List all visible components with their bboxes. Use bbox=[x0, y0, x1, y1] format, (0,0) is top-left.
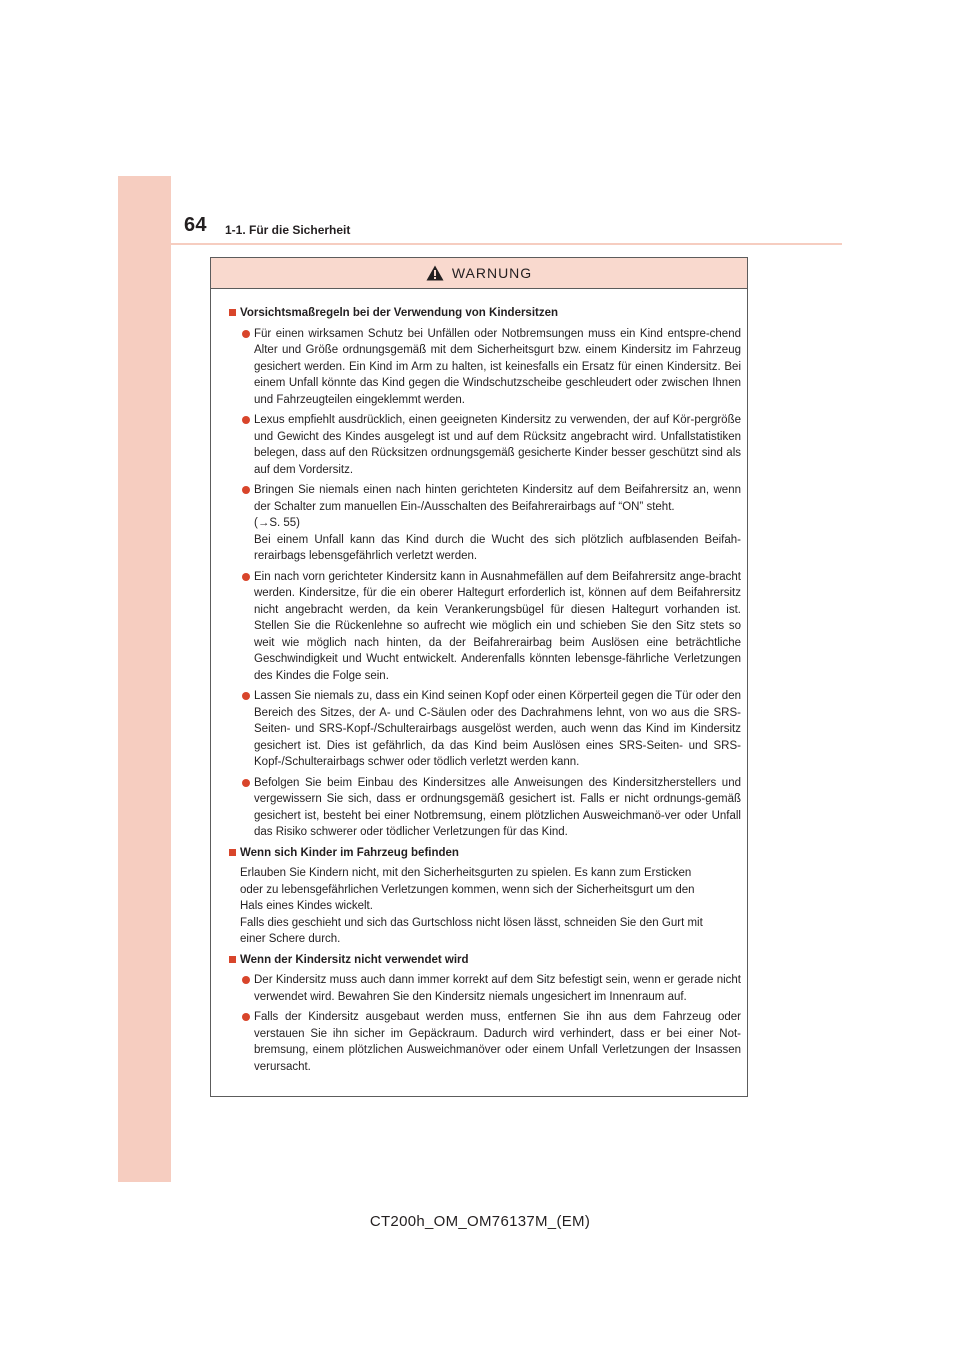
section-heading: Wenn der Kindersitz nicht verwendet wird bbox=[229, 952, 741, 969]
page-number: 64 bbox=[184, 214, 207, 236]
dot-bullet-icon bbox=[242, 1013, 250, 1021]
list-item: Ein nach vorn gerichteter Kindersitz kann in Ausnahmefällen auf dem Beifahrersitz ange-bracht werden. Kindersitze, für die ein oberer Haltegurt erforderlich ist, können auf dem Beifahrersitz nicht angebracht werden, da kein Verankerungsbügel für diesen Haltegurt vorhanden ist. Stellen Sie die Rückenlehne so aufrecht wie möglich ein und schieben Sie den Sitz stets so weit wie möglich nach hinten, da der Beifahrerairbag beim Auslösen eine beträchtliche Geschwindigkeit und Wucht entwickelt. Anderenfalls könnten lebensge-fährliche Verletzungen des Kindes die Folge sein. bbox=[229, 569, 741, 685]
list-item: Lassen Sie niemals zu, dass ein Kind seinen Kopf oder einen Körperteil gegen die Tür oder den Bereich des Sitzes, der A- und C-Säulen oder des Dachrahmens lehnt, von wo aus die SRS-Seiten- und SRS-Kopf-/Schulterairbags ausgelöst werden, auch wenn das Kind im Kindersitz gesichert ist. Dies ist gefährlich, da das Kind beim Auslösen eines SRS-Seiten- und SRS-Kopf-/Schulterairbags schwer oder tödlich verletzt werden kann. bbox=[229, 688, 741, 771]
square-bullet-icon bbox=[229, 309, 236, 316]
warning-body bbox=[211, 289, 747, 1075]
dot-bullet-icon bbox=[242, 416, 250, 424]
section-heading: Vorsichtsmaßregeln bei der Verwendung von Kindersitzen bbox=[229, 305, 741, 322]
header-rule bbox=[171, 243, 842, 245]
page-reference-link[interactable]: (→S. 55) bbox=[254, 517, 301, 529]
warning-box bbox=[210, 257, 748, 1097]
dot-bullet-icon bbox=[242, 779, 250, 787]
list-item: Falls der Kindersitz ausgebaut werden muss, entfernen Sie ihn aus dem Fahrzeug oder verstauen Sie ihn sicher im Gepäckraum. Dadurch wird verhindert, dass er bei einer Not-bremsung, einem plötzlichen Ausweichmanöver oder einem Unfall Verletzungen der Insassen verursacht. bbox=[229, 1009, 741, 1075]
section-heading: Wenn sich Kinder im Fahrzeug befinden bbox=[229, 845, 741, 862]
list-item: Für einen wirksamen Schutz bei Unfällen oder Notbremsungen muss ein Kind entspre-chend Alter und Größe ordnungsgemäß mit dem Sicherheitsgurt bzw. einem Kindersitz im Fahrzeug gesichert werden. Ein Kind im Arm zu halten, ist keinesfalls ein Ersatz für einen Kindersitz. Bei einem Unfall könnte das Kind gegen die Windschutzscheibe geschleudert oder zwischen Ihnen und Fahrzeugteilen eingeklemmt werden. bbox=[229, 326, 741, 409]
dot-bullet-icon bbox=[242, 330, 250, 338]
list-item: Der Kindersitz muss auch dann immer korrekt auf dem Sitz befestigt sein, wenn er gerade nicht verwendet wird. Bewahren Sie den Kindersitz niemals ungesichert im Innenraum auf. bbox=[229, 972, 741, 1005]
dot-bullet-icon bbox=[242, 692, 250, 700]
dot-bullet-icon bbox=[242, 486, 250, 494]
list-item: Bringen Sie niemals einen nach hinten gerichteten Kindersitz auf dem Beifahrersitz an, wenn der Schalter zum manuellen Ein-/Ausschalten des Beifahrerairbags auf “ON” steht. (→S. 55) Bei einem Unfall kann das Kind durch die Wucht des sich plötzlich aufblasenden Beifah-rerairbags lebensgefährlich verletzt werden. bbox=[229, 482, 741, 565]
dot-bullet-icon bbox=[242, 573, 250, 581]
list-item: Befolgen Sie beim Einbau des Kindersitzes alle Anweisungen des Kindersitzherstellers und vergewissern Sie sich, dass er ordnungsgemäß gesichert ist. Falls er nicht ordnungs-gemäß gesichert ist, besteht bei einer Notbremsung, einem plötzlichen Ausweichmanö-ver oder Unfall das Risiko schwerer oder tödlicher Verletzungen für das Kind. bbox=[229, 775, 741, 841]
side-color-band bbox=[118, 176, 171, 1182]
warning-header bbox=[211, 258, 747, 289]
square-bullet-icon bbox=[229, 956, 236, 963]
paragraph: Erlauben Sie Kindern nicht, mit den Sicherheitsgurten zu spielen. Es kann zum Ersticken oder zu lebensgefährlichen Verletzungen kommen, wenn sich der Sicherheitsgurt um den Hals eines Kindes wickelt. Falls dies geschieht und sich das Gurtschloss nicht lösen lässt, schneiden Sie den Gurt mit einer Schere durch. bbox=[240, 867, 703, 945]
dot-bullet-icon bbox=[242, 976, 250, 984]
list-item: Lexus empfiehlt ausdrücklich, einen geeigneten Kindersitz zu verwenden, der auf Kör-pergröße und Gewicht des Kindes ausgelegt ist und auf dem Rücksitz angebracht wird. Unfallstatistiken belegen, dass auf den Rücksitzen ordnungsgemäß gesicherte Kinder besser geschützt sind als auf dem Vordersitz. bbox=[229, 412, 741, 478]
document-code: CT200h_OM_OM76137M_(EM) bbox=[369, 1213, 591, 1230]
square-bullet-icon bbox=[229, 849, 236, 856]
section-title: 1-1. Für die Sicherheit bbox=[225, 223, 351, 237]
warning-title: WARNUNG bbox=[451, 265, 533, 281]
warning-triangle-icon bbox=[426, 265, 444, 281]
